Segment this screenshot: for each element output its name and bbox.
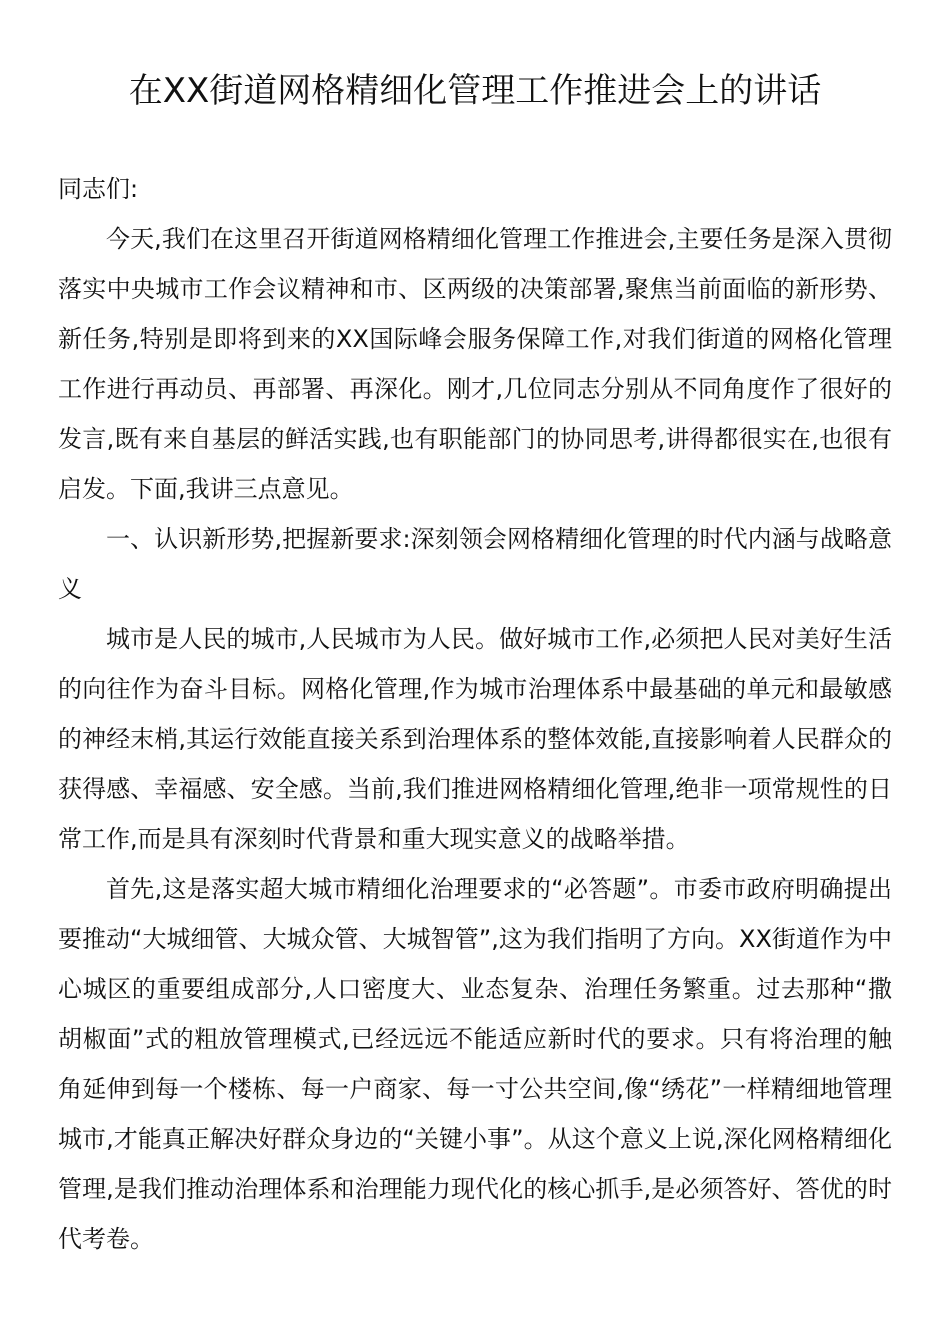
document-title: 在XX街道网格精细化管理工作推进会上的讲话 <box>128 71 822 111</box>
paragraph-opening: 今天,我们在这里召开街道网格精细化管理工作推进会,主要任务是深入贯彻落实中央城市工作会议精神和市、区两级的决策部署,聚焦当前面临的新形势、新任务,特别是即将到来的XX国际峰会服务保障工作,对我们街道的网格化管理工作进行再动员、再部署、再深化。刚才,几位同志分别从不同角度作了很好的发言,既有来自基层的鲜活实践,也有职能部门的协同思考,讲得都很实在,也很有启发。下面,我讲三点意见。 <box>58 225 892 503</box>
document-body <box>58 164 892 1264</box>
section-heading-1: 一、认识新形势,把握新要求:深刻领会网格精细化管理的时代内涵与战略意义 <box>58 525 892 603</box>
paragraph-city-people: 城市是人民的城市,人民城市为人民。做好城市工作,必须把人民对美好生活的向往作为奋斗目标。网格化管理,作为城市治理体系中最基础的单元和最敏感的神经末梢,其运行效能直接关系到治理体系的整体效能,直接影响着人民群众的获得感、幸福感、安全感。当前,我们推进网格精细化管理,绝非一项常规性的日常工作,而是具有深刻时代背景和重大现实意义的战略举措。 <box>58 625 892 853</box>
paragraph-first-point: 首先,这是落实超大城市精细化治理要求的“必答题”。市委市政府明确提出要推动“大城细管、大城众管、大城智管”,这为我们指明了方向。XX街道作为中心城区的重要组成部分,人口密度大、业态复杂、治理任务繁重。过去那种“撒胡椒面”式的粗放管理模式,已经远远不能适应新时代的要求。只有将治理的触角延伸到每一个楼栋、每一户商家、每一寸公共空间,像“绣花”一样精细地管理城市,才能真正解决好群众身边的“关键小事”。从这个意义上说,深化网格精细化管理,是我们推动治理体系和治理能力现代化的核心抓手,是必须答好、答优的时代考卷。 <box>58 875 892 1253</box>
salutation: 同志们: <box>58 175 139 203</box>
